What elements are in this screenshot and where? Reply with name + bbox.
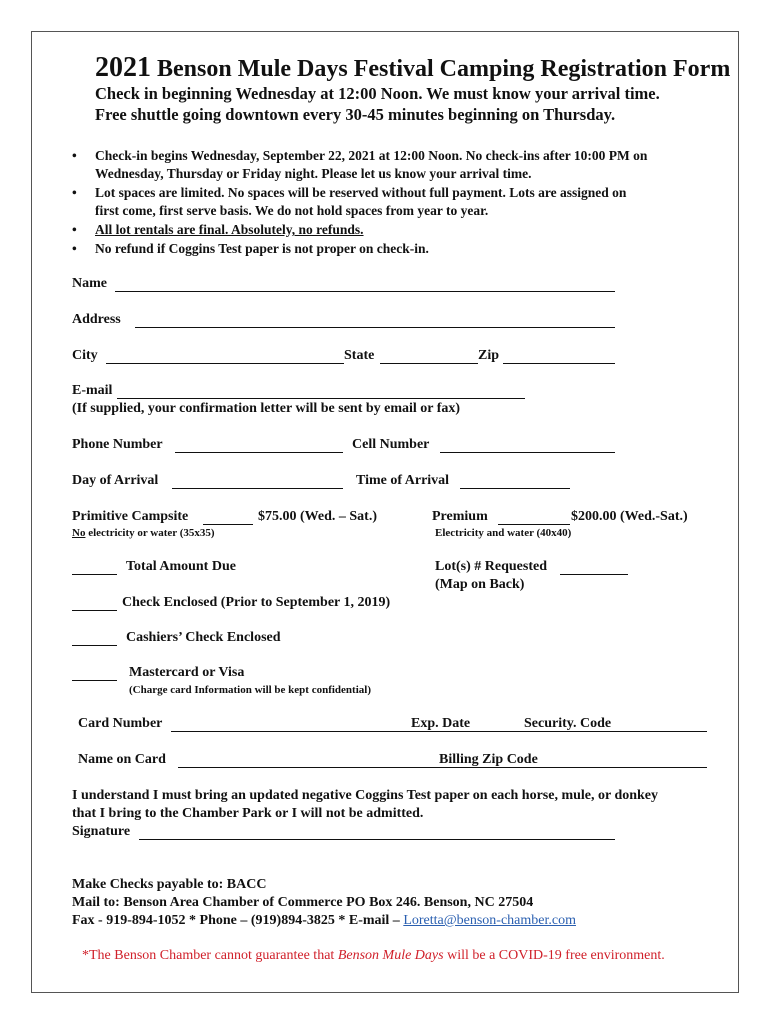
state-label: State: [344, 348, 375, 363]
total-amount-field[interactable]: [72, 574, 117, 575]
zip-field[interactable]: [503, 363, 615, 364]
premium-note: Electricity and water (40x40): [435, 527, 572, 539]
name-on-card-label: Name on Card: [78, 752, 166, 767]
primitive-label: Primitive Campsite: [72, 509, 189, 524]
form-year: 2021: [95, 52, 151, 83]
card-number-label: Card Number: [78, 716, 163, 731]
address-field[interactable]: [135, 327, 615, 328]
email-label: E-mail: [72, 383, 113, 398]
lots-requested-label: Lot(s) # Requested: [435, 559, 547, 574]
bullet-coggins: • No refund if Coggins Test paper is not proper on check-in.: [72, 241, 429, 256]
phone-label: Phone Number: [72, 437, 163, 452]
payable-note: Make Checks payable to: BACC: [72, 877, 267, 892]
address-label: Address: [72, 312, 121, 327]
map-note: (Map on Back): [435, 577, 525, 592]
premium-label: Premium: [432, 509, 488, 524]
city-label: City: [72, 348, 98, 363]
exp-date-label: Exp. Date: [411, 716, 471, 731]
contact-line: Fax - 919-894-1052 * Phone – (919)894-3825 * E-mail – Loretta@benson-chamber.com: [72, 913, 576, 928]
time-arrival-field[interactable]: [460, 488, 570, 489]
zip-label: Zip: [478, 348, 500, 363]
billing-zip-label: Billing Zip Code: [439, 752, 538, 767]
city-field[interactable]: [106, 363, 344, 364]
primitive-price: $75.00 (Wed. – Sat.): [258, 509, 377, 524]
agreement-line2: that I bring to the Chamber Park or I will not be admitted.: [72, 806, 424, 821]
premium-price: $200.00 (Wed.-Sat.): [571, 509, 688, 524]
checkin-note: Check in beginning Wednesday at 12:00 Noon. We must know your arrival time.: [95, 84, 660, 103]
email-field[interactable]: [117, 398, 525, 399]
agreement-line1: I understand I must bring an updated negative Coggins Test paper on each horse, mule, or donkey: [72, 788, 659, 803]
name-label: Name: [72, 276, 107, 291]
security-code-label: Security. Code: [524, 716, 612, 731]
bullet-checkin: • Check-in begins Wednesday, September 22, 2021 at 12:00 Noon. No check-ins after 10:00 PM on: [72, 148, 648, 163]
bullet-checkin-cont: Wednesday, Thursday or Friday night. Please let us know your arrival time.: [95, 166, 532, 181]
shuttle-note: Free shuttle going downtown every 30-45 minutes beginning on Thursday.: [95, 105, 616, 124]
card-label: Mastercard or Visa: [129, 665, 245, 680]
check-enclosed-field[interactable]: [72, 610, 117, 611]
email-link[interactable]: Loretta@benson-chamber.com: [403, 913, 576, 928]
covid-disclaimer: *The Benson Chamber cannot guarantee that Benson Mule Days will be a COVID-19 free environment.: [82, 948, 665, 963]
primitive-qty-field[interactable]: [203, 524, 253, 525]
cell-field[interactable]: [440, 452, 615, 453]
premium-qty-field[interactable]: [498, 524, 570, 525]
bullet-lots-cont: first come, first serve basis. We do not hold spaces from year to year.: [95, 203, 489, 218]
total-amount-label: Total Amount Due: [126, 559, 236, 574]
mail-to: Mail to: Benson Area Chamber of Commerce PO Box 246. Benson, NC 27504: [72, 895, 534, 910]
state-field[interactable]: [380, 363, 478, 364]
name-field[interactable]: [115, 291, 615, 292]
lots-requested-field[interactable]: [560, 574, 628, 575]
form-title: [95, 52, 730, 84]
cell-label: Cell Number: [352, 437, 430, 452]
day-arrival-label: Day of Arrival: [72, 473, 159, 488]
signature-field[interactable]: [139, 839, 615, 840]
card-note: (Charge card Information will be kept confidential): [129, 684, 371, 696]
primitive-note: No electricity or water (35x35): [72, 527, 215, 539]
check-enclosed-label: Check Enclosed (Prior to September 1, 2019): [122, 595, 391, 610]
time-arrival-label: Time of Arrival: [356, 473, 450, 488]
bullet-final: • All lot rentals are final. Absolutely, no refunds.: [72, 222, 364, 237]
form-title-text: Benson Mule Days Festival Camping Registration Form: [157, 56, 731, 82]
cashiers-check-label: Cashiers’ Check Enclosed: [126, 630, 281, 645]
card-field[interactable]: [72, 680, 117, 681]
day-arrival-field[interactable]: [172, 488, 343, 489]
email-note: (If supplied, your confirmation letter will be sent by email or fax): [72, 401, 461, 416]
signature-label: Signature: [72, 824, 131, 839]
cashiers-check-field[interactable]: [72, 645, 117, 646]
phone-field[interactable]: [175, 452, 343, 453]
bullet-lots: • Lot spaces are limited. No spaces will be reserved without full payment. Lots are assigned on: [72, 185, 627, 200]
